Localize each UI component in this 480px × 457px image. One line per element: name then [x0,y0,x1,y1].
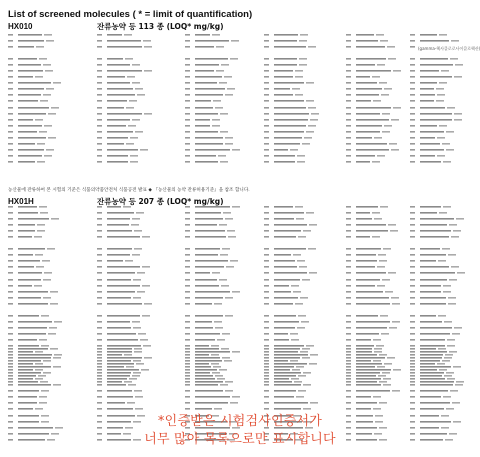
molecule-column [264,32,342,165]
molecule-column [346,32,406,165]
molecule-entry [8,159,93,165]
molecule-entry [410,159,472,165]
molecule-entry [346,301,406,307]
molecule-entry-glyphs [264,44,324,50]
section-code-hx01h: HX01H [8,197,34,206]
molecule-entry-glyphs [410,159,470,165]
molecule-entry-glyphs [185,301,245,307]
molecule-entry-glyphs [346,44,406,50]
molecule-entry-glyphs [346,159,406,165]
molecule-entry-glyphs [97,44,157,50]
molecule-entry-glyphs [97,159,157,165]
molecule-entry [185,159,260,165]
molecule-column [185,32,260,165]
molecule-entry-glyphs [185,234,245,240]
molecule-entry [264,159,342,165]
molecule-entry-glyphs [410,301,470,307]
molecule-entry-glyphs [264,301,324,307]
molecule-column [97,32,181,165]
page-title: List of screened molecules ( * = limit of quantification) [8,9,253,20]
molecule-entry [97,159,181,165]
molecule-entry-glyphs [185,159,245,165]
section-code-hx010: HX010 [8,22,33,31]
molecule-entry-glyphs [97,301,157,307]
molecule-note: (gamma-헥사클로로사이클로헥산) [418,46,480,51]
molecule-entry-glyphs [346,234,406,240]
molecule-column [8,32,93,165]
molecule-entry-glyphs [264,159,324,165]
molecule-entry [346,44,406,50]
watermark-line-1: *인증받은 시험검사인증서가 [157,414,323,429]
molecule-entry-glyphs [8,44,68,50]
molecule-entry-glyphs [97,234,157,240]
molecule-entry [346,234,406,240]
molecule-entry-glyphs [185,44,245,50]
molecule-entry-glyphs [264,234,324,240]
molecule-entry-glyphs [8,301,68,307]
molecule-entry-glyphs [8,234,68,240]
molecule-entry [346,159,406,165]
section-heading-hx01h: 잔류농약 등 207 종 (LOQ* mg/kg) [97,197,224,206]
molecule-entry-glyphs [346,301,406,307]
section-heading-hx010: 잔류농약 등 113 종 (LOQ* mg/kg) [97,22,224,31]
molecule-entry-glyphs [8,159,68,165]
molecule-entry [410,234,472,240]
watermark-line-2: 너무 많아 목록으로만 표시합니다 [144,432,336,447]
molecule-entry [410,301,472,307]
regulation-notice: 농산물에 잔류하여 본 시험의 기준은 식품의약품안전처 식품공전 발표 ◆ 『농산물의 농약 잔류허용기준』을 참조 합니다. [8,188,250,193]
molecule-entry-glyphs [410,234,470,240]
